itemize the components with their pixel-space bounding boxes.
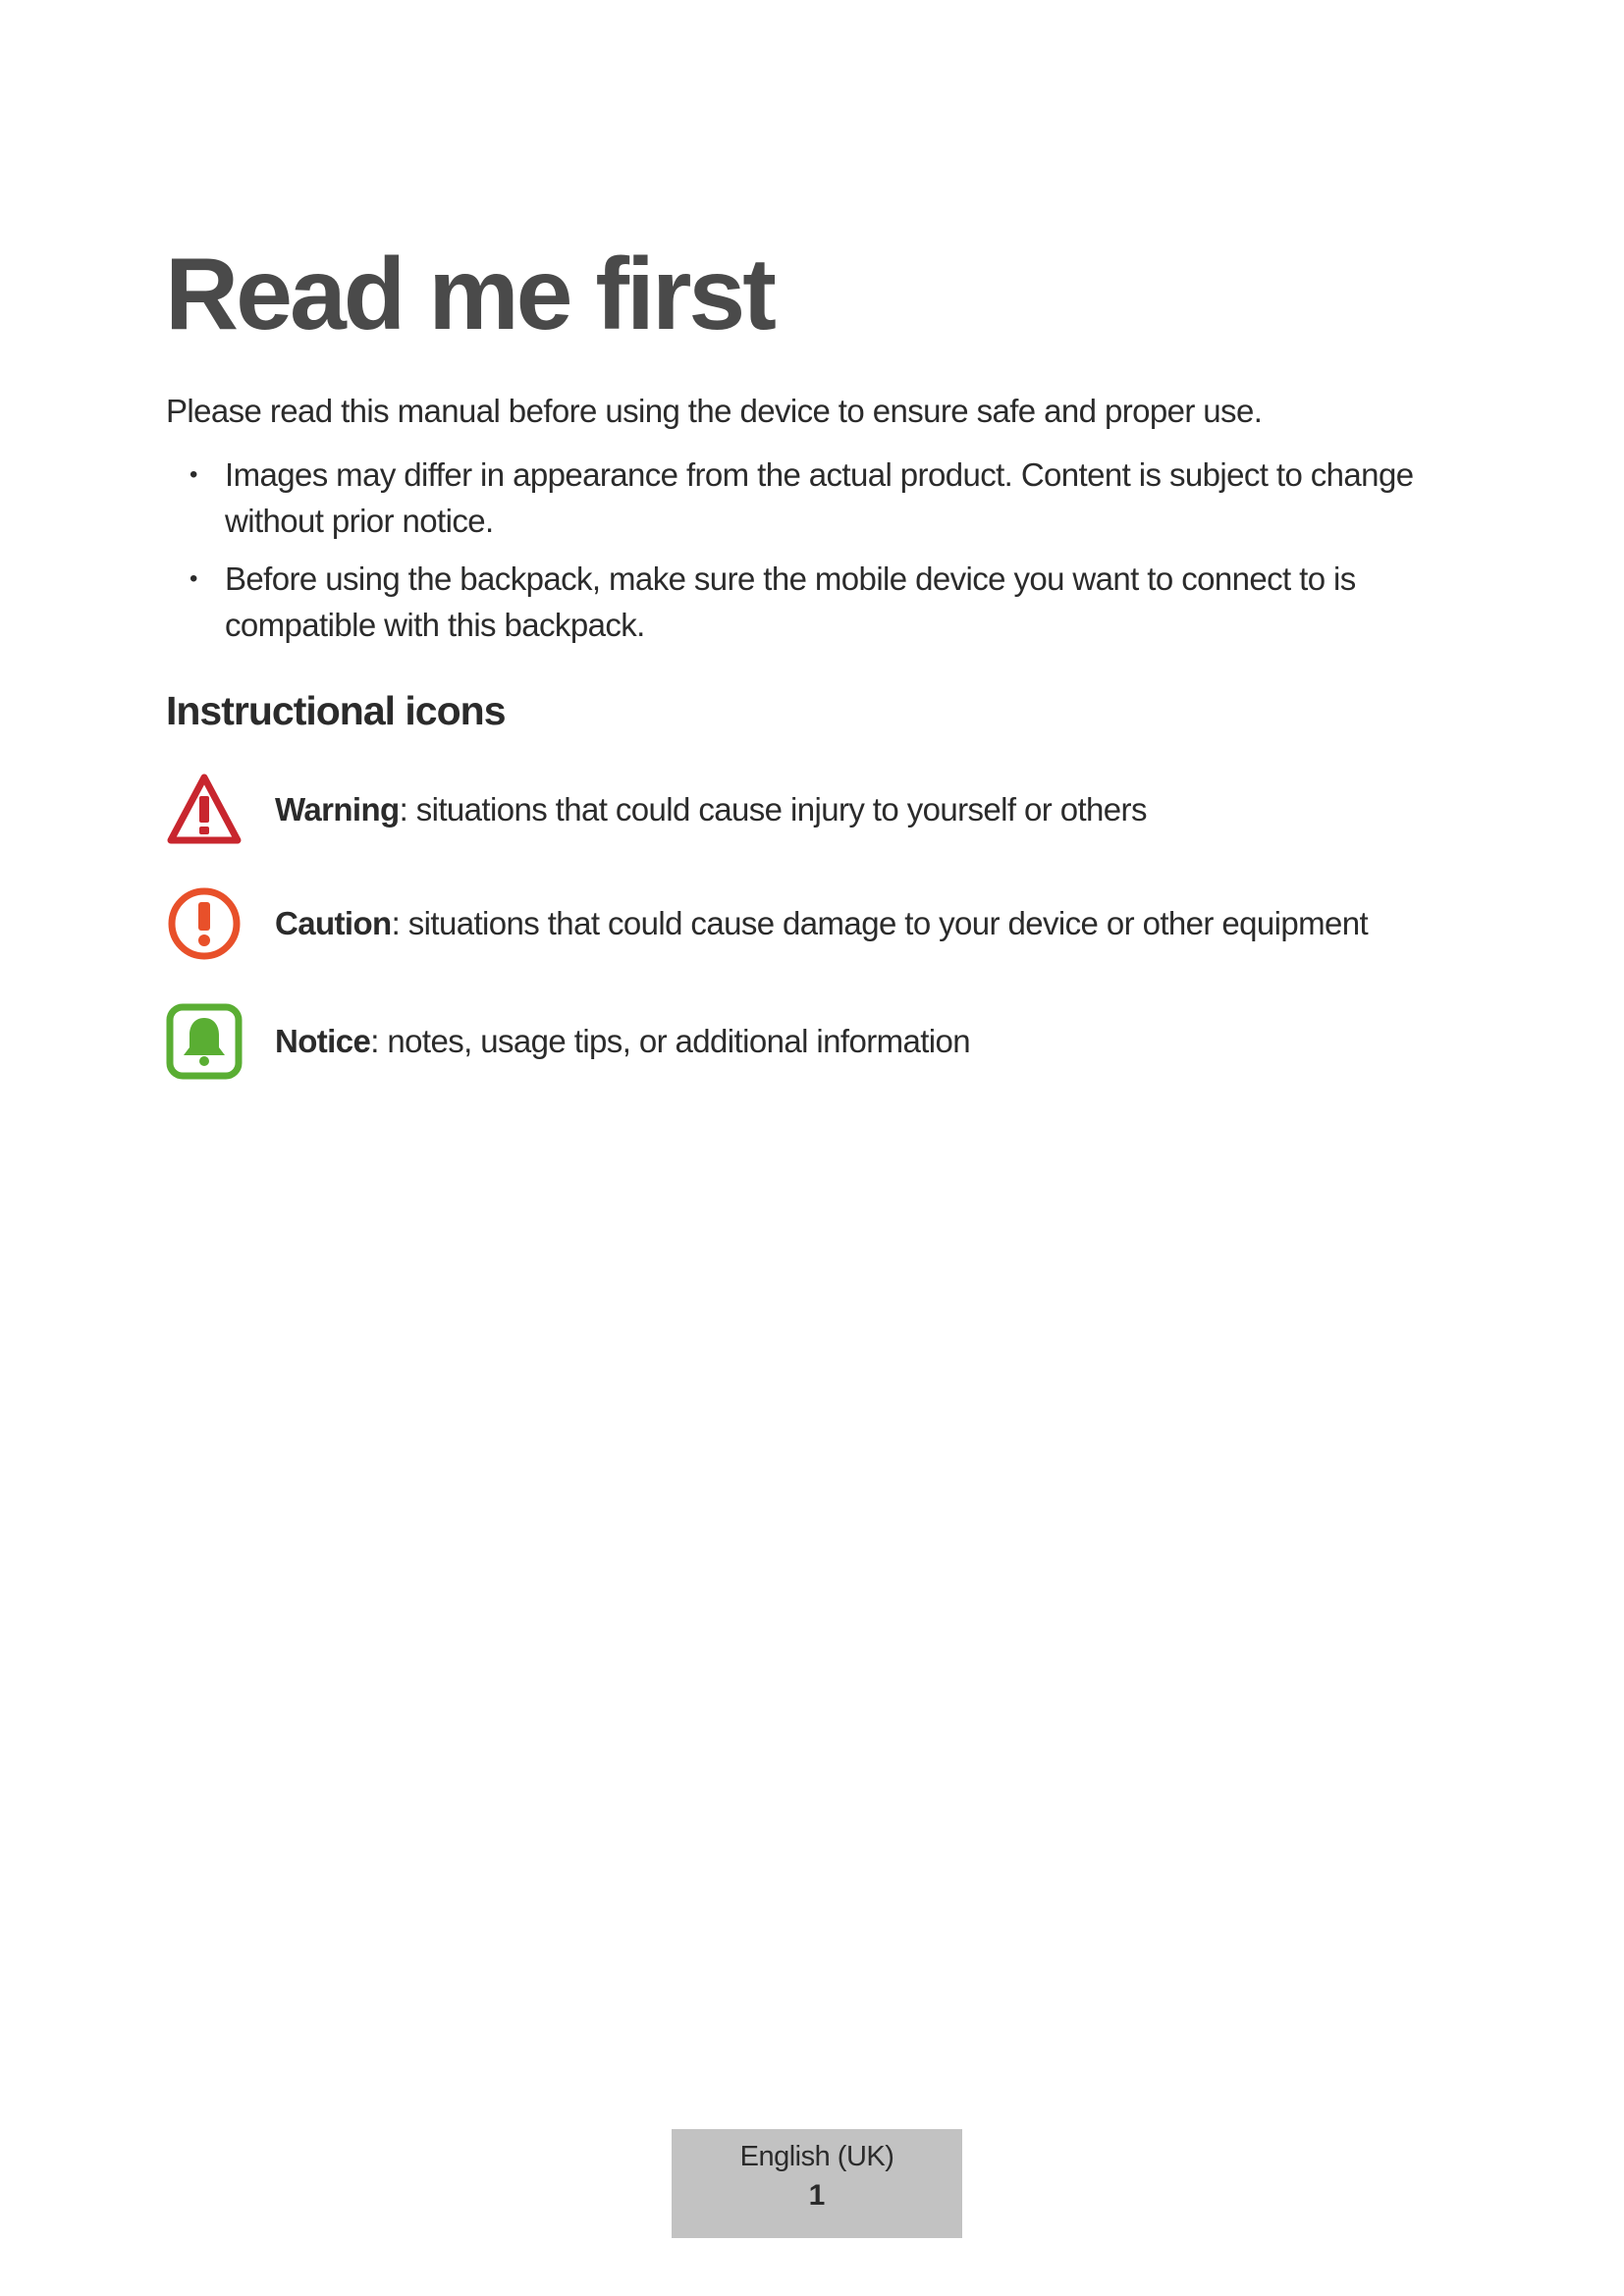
caution-exclamation-icon <box>165 884 244 963</box>
section-heading: Instructional icons <box>166 688 506 733</box>
page-number: 1 <box>808 2179 826 2212</box>
notice-description <box>275 1023 970 1060</box>
footer-language: English (UK) <box>739 2141 894 2172</box>
warning-triangle-icon <box>165 771 244 849</box>
bullet-icon: • <box>189 461 197 488</box>
list-item <box>166 556 1462 648</box>
warning-row <box>165 771 1490 849</box>
caution-description <box>275 905 1368 942</box>
notice-term: Notice <box>275 1023 371 1059</box>
warning-text: : situations that could cause injury to yourself or others <box>399 791 1147 828</box>
caution-term: Caution <box>275 905 392 941</box>
notice-text: : notes, usage tips, or additional information <box>370 1023 971 1059</box>
caution-row <box>165 884 1490 963</box>
list-item-text: Images may differ in appearance from the actual product. Content is subject to change without prior notice. <box>225 456 1414 539</box>
bullet-icon: • <box>189 565 197 592</box>
list-item-text: Before using the backpack, make sure the mobile device you want to connect to is compatible with this backpack. <box>225 561 1356 643</box>
intro-text: Please read this manual before using the device to ensure safe and proper use. <box>166 393 1263 429</box>
list-item <box>166 452 1462 544</box>
notice-row <box>165 1002 1490 1081</box>
warning-term: Warning <box>275 791 400 828</box>
page-title: Read me first <box>165 238 774 351</box>
notes-list <box>166 452 1462 660</box>
warning-description <box>275 791 1147 828</box>
page-footer <box>672 2129 962 2238</box>
caution-text: : situations that could cause damage to your device or other equipment <box>391 905 1369 941</box>
notice-bell-icon <box>165 1002 244 1081</box>
